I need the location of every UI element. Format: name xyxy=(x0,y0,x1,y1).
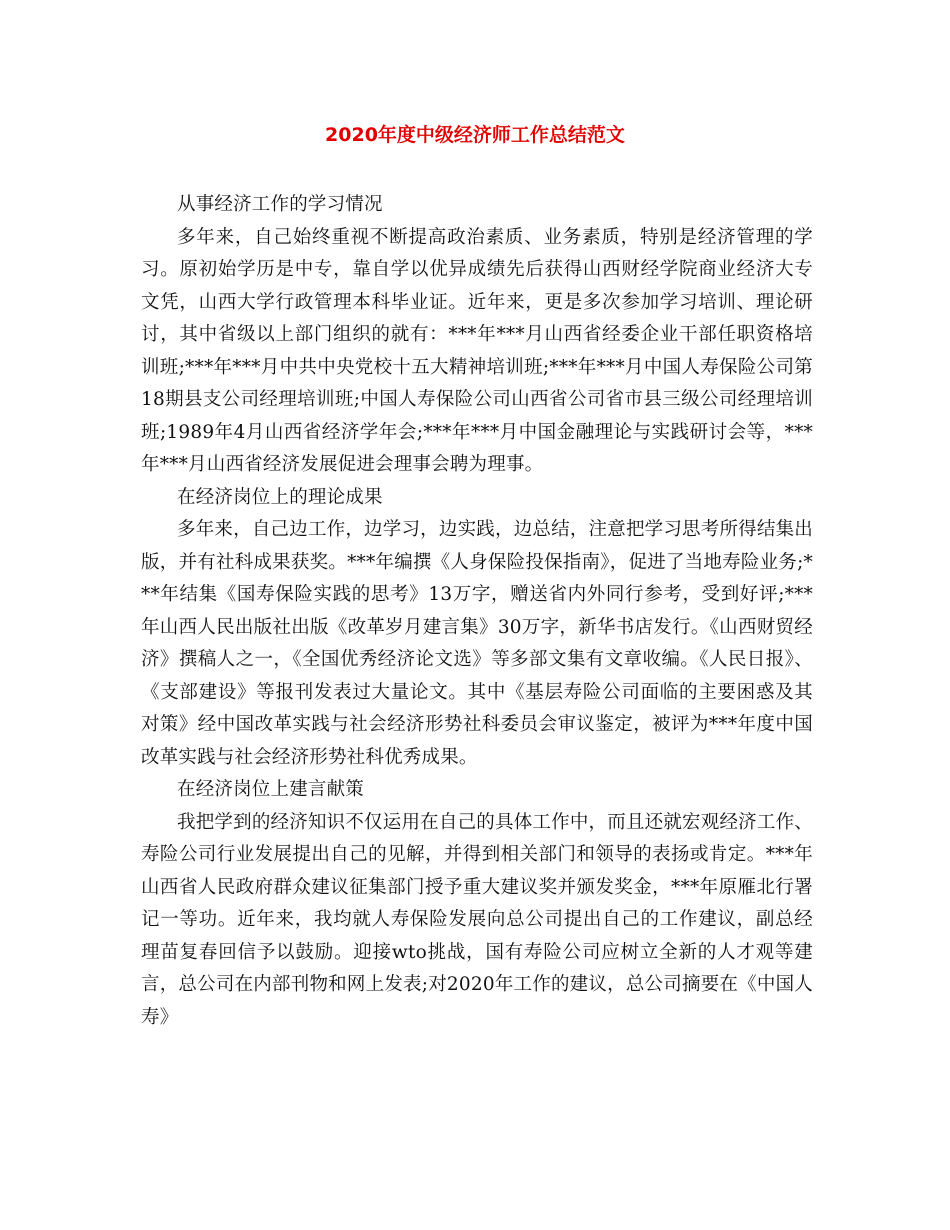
document-body xyxy=(141,189,813,1034)
section-paragraph-theory: 多年来，自己边工作，边学习，边实践，边总结，注意把学习思考所得结集出版，并有社科成果获奖。***年编撰《人身保险投保指南》，促进了当地寿险业务;***年结集《国寿保险实践的思考》13万字，赠送省内外同行参考，受到好评;***年山西人民出版社出版《改革岁月建言集》30万字，新华书店发行。《山西财贸经济》撰稿人之一，《全国优秀经济论文选》等多部文集有文章收编。《人民日报》、《支部建设》等报刊发表过大量论文。其中《基层寿险公司面临的主要困惑及其对策》经中国改革实践与社会经济形势社科委员会审议鉴定，被评为***年度中国改革实践与社会经济形势社科优秀成果。 xyxy=(141,519,813,768)
section-heading-advice: 在经济岗位上建言献策 xyxy=(177,779,365,800)
document-title: 2020年度中级经济师工作总结范文 xyxy=(325,124,625,146)
section-heading-study: 从事经济工作的学习情况 xyxy=(177,194,383,215)
section-paragraph-study: 多年来，自己始终重视不断提高政治素质、业务素质，特别是经济管理的学习。原初始学历是中专，靠自学以优异成绩先后获得山西财经学院商业经济大专文凭，山西大学行政管理本科毕业证。近年来，更是多次参加学习培训、理论研讨，其中省级以上部门组织的就有：***年***月山西省经委企业干部任职资格培训班;***年***月中共中央党校十五大精神培训班;***年***月中国人寿保险公司第18期县支公司经理培训班;中国人寿保险公司山西省公司省市县三级公司经理培训班;1989年4月山西省经济学年会;***年***月中国金融理论与实践研讨会等，***年***月山西省经济发展促进会理事会聘为理事。 xyxy=(141,226,813,475)
section-paragraph-advice: 我把学到的经济知识不仅运用在自己的具体工作中，而且还就宏观经济工作、寿险公司行业发展提出自己的见解，并得到相关部门和领导的表扬或肯定。***年山西省人民政府群众建议征集部门授予重大建议奖并颁发奖金，***年原雁北行署记一等功。近年来，我均就人寿保险发展向总公司提出自己的工作建议，副总经理苗复春回信予以鼓励。迎接wto挑战，国有寿险公司应树立全新的人才观等建言，总公司在内部刊物和网上发表;对2020年工作的建议，总公司摘要在《中国人寿》 xyxy=(141,811,813,1028)
section-heading-theory: 在经济岗位上的理论成果 xyxy=(177,486,383,508)
